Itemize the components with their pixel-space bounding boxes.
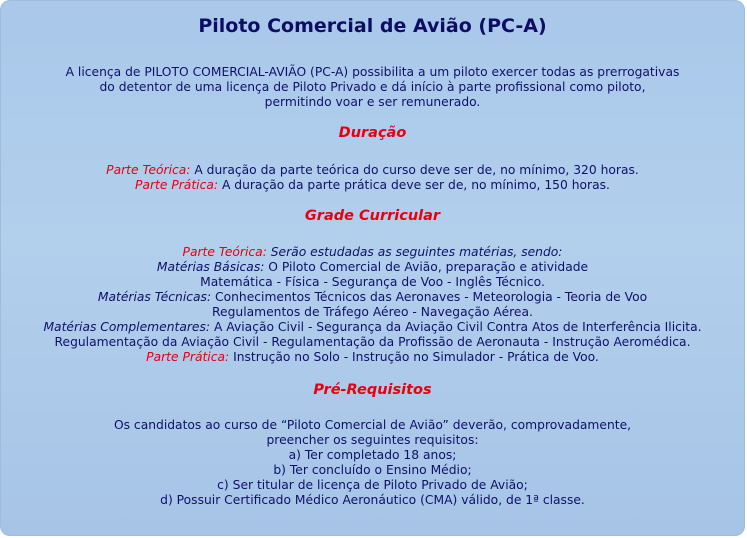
duracao-pratica-text: A duração da parte prática deve ser de, no mínimo, 150 horas. [218,178,610,192]
intro-paragraph [1,65,744,110]
grade-pratica-label: Parte Prática: [146,350,230,364]
prereq-line-1: Os candidatos ao curso de “Piloto Comercial de Avião” deverão, comprovadamente, [113,418,632,432]
grade-heading: Grade Curricular [304,208,441,224]
prereq-line-2: preencher os seguintes requisitos: [266,433,479,447]
grade-tecnicas-line [1,290,744,305]
grade-tecnicas-text: Conhecimentos Técnicos das Aeronaves - Meteorologia - Teoria de Voo [211,290,648,304]
intro-line-2: do detentor de uma licença de Piloto Privado e dá início à parte profissional como piloto, [99,80,646,94]
grade-basicas-text: O Piloto Comercial de Avião, preparação e atividade [264,260,589,274]
prereq-item-d: d) Possuir Certificado Médico Aeronáutico (CMA) válido, de 1ª classe. [160,493,585,507]
grade-basicas-line [1,260,744,275]
duracao-teorica-text: A duração da parte teórica do curso deve ser de, no mínimo, 320 horas. [190,163,639,177]
grade-pratica-text: Instrução no Solo - Instrução no Simulador - Prática de Voo. [229,350,599,364]
intro-line-1: A licença de PILOTO COMERCIAL-AVIÃO (PC-A) possibilita a um piloto exercer todas as prerrogativas [65,65,680,79]
grade-teorica-label: Parte Teórica: [182,245,267,259]
grade-complementares-line [1,320,744,335]
grade-basicas-label: Matérias Básicas: [156,260,265,274]
grade-complementares-line-2: Regulamentação da Aviação Civil - Regulamentação da Profissão de Aeronauta - Instrução Aeromédica. [54,335,691,349]
grade-pratica-line [1,350,744,365]
duracao-pratica-label: Parte Prática: [135,178,219,192]
page-title: Piloto Comercial de Avião (PC-A) [198,15,547,37]
prereq-heading: Pré-Requisitos [313,382,432,398]
grade-teorica-text: Serão estudadas as seguintes matérias, sendo: [266,245,563,259]
grade-tecnicas-line-2: Regulamentos de Tráfego Aéreo - Navegação Aérea. [212,305,533,319]
prereq-paragraph [1,418,744,508]
grade-complementares-text: A Aviação Civil - Segurança da Aviação Civil Contra Atos de Interferência Ilicita. [210,320,702,334]
prereq-item-c: c) Ser titular de licença de Piloto Privado de Avião; [217,478,528,492]
grade-paragraph [1,245,744,365]
duracao-heading: Duração [338,125,407,141]
grade-complementares-label: Matérias Complementares: [43,320,211,334]
prereq-item-a: a) Ter completado 18 anos; [288,448,457,462]
prereq-item-b: b) Ter concluído o Ensino Médio; [273,463,472,477]
grade-basicas-line-2: Matemática - Física - Segurança de Voo - Inglês Técnico. [200,275,545,289]
duracao-paragraph [1,163,744,193]
grade-tecnicas-label: Matérias Técnicas: [97,290,212,304]
intro-line-3: permitindo voar e ser remunerado. [264,95,481,109]
duracao-teorica-label: Parte Teórica: [106,163,191,177]
grade-teorica-line [1,245,744,260]
duracao-pratica-line [1,178,744,193]
duracao-teorica-line [1,163,744,178]
